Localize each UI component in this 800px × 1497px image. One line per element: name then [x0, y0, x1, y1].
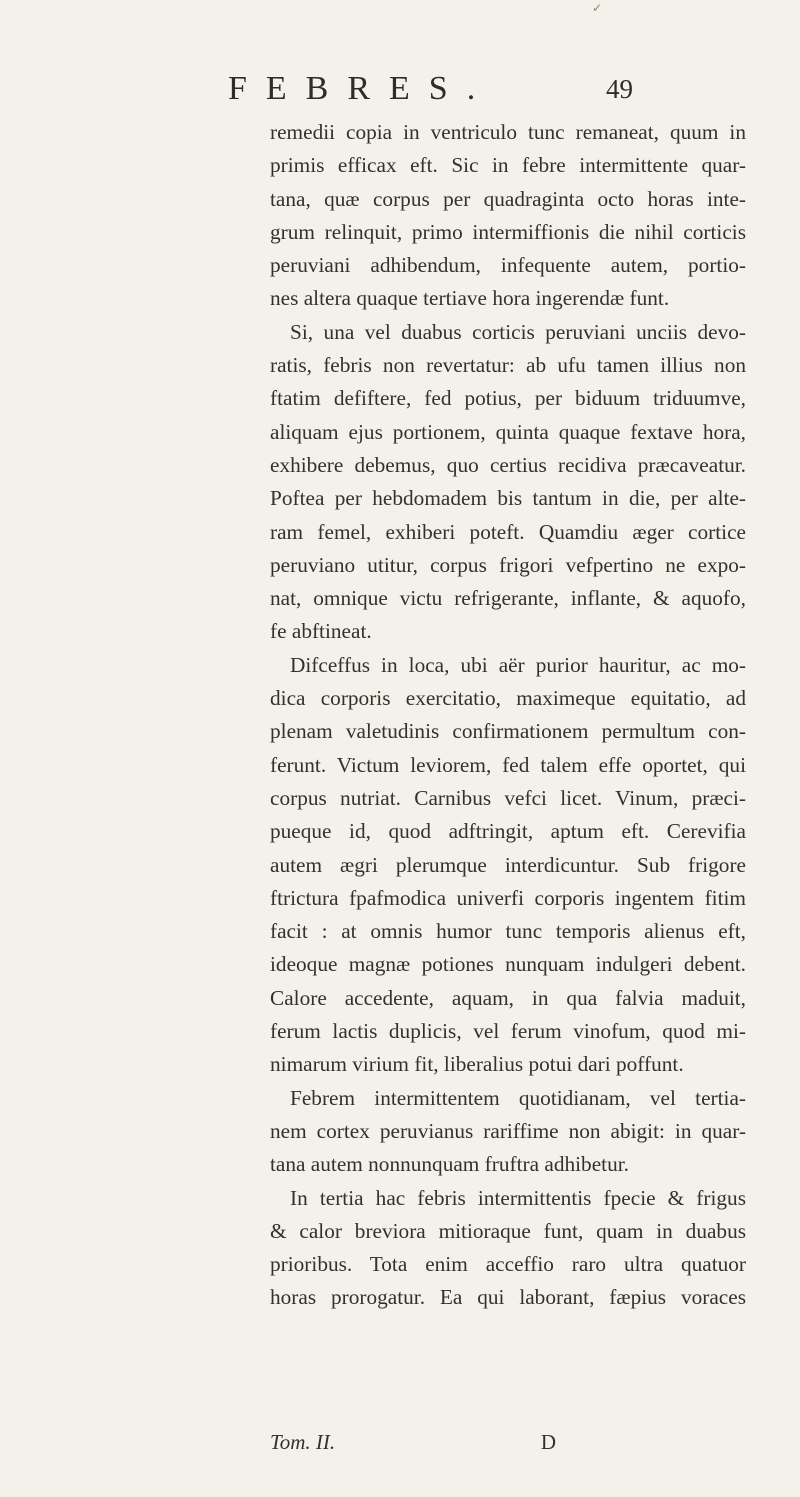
text-line: Calore accedente, aquam, in qua falvia maduit, — [270, 985, 746, 1010]
text-line: nem cortex peruvianus rariffime non abigit: in quar- — [270, 1118, 746, 1143]
text-line: peruviani adhibendum, infequente autem, portio- — [270, 253, 746, 278]
signature-mark: D — [540, 1430, 556, 1454]
text-line: nimarum virium fit, liberalius potui dari poffunt. — [270, 1052, 684, 1077]
page-number: 49 — [606, 74, 633, 104]
text-line: dica corporis exercitatio, maximeque equitatio, ad — [270, 686, 746, 711]
text-line: tana, quæ corpus per quadraginta octo horas inte- — [270, 186, 746, 211]
text-line: Si, una vel duabus corticis peruviani unciis devo- — [290, 319, 746, 344]
text-line: grum relinquit, primo intermiffionis die nihil corticis — [270, 219, 746, 244]
text-line: ftatim defiftere, fed potius, per biduum triduumve, — [270, 386, 746, 411]
text-line: ram femel, exhiberi poteft. Quamdiu æger cortice — [270, 519, 746, 544]
text-line: aliquam ejus portionem, quinta quaque fextave hora, — [270, 419, 746, 444]
text-line: nes altera quaque tertiave hora ingerendæ funt. — [270, 286, 670, 311]
text-line: corpus nutriat. Carnibus vefci licet. Vinum, præci- — [270, 785, 746, 810]
volume-label: Tom. II. — [270, 1430, 336, 1454]
text-line: autem ægri plerumque interdicuntur. Sub frigore — [270, 852, 746, 877]
corner-tick-mark: ✓ — [592, 1, 603, 15]
text-line: primis efficax eft. Sic in febre intermittente quar- — [270, 153, 746, 178]
text-line: fe abftineat. — [270, 619, 372, 644]
text-line: plenam valetudinis confirmationem permultum con- — [270, 719, 746, 744]
text-line: peruviano utitur, corpus frigori vefpertino ne expo- — [270, 552, 746, 577]
running-title: FEBRES. — [228, 70, 495, 107]
text-line: Difceffus in loca, ubi aër purior hauritur, ac mo- — [290, 652, 746, 677]
text-line: pueque id, quod adftringit, aptum eft. Cerevifia — [270, 819, 746, 844]
text-line: remedii copia in ventriculo tunc remaneat, quum in — [270, 120, 746, 144]
text-line: tana autem nonnunquam fruftra adhibetur. — [270, 1152, 629, 1177]
text-line: & calor breviora mitioraque funt, quam in duabus — [270, 1218, 746, 1243]
body-text — [270, 116, 746, 1315]
text-line: Febrem intermittentem quotidianam, vel tertia- — [290, 1085, 746, 1110]
text-line: facit : at omnis humor tunc temporis alienus eft, — [270, 919, 746, 944]
text-line: nat, omnique victu refrigerante, inflante, & aquofo, — [270, 586, 746, 611]
text-line: exhibere debemus, quo certius recidiva præcaveatur. — [270, 452, 746, 477]
text-line: ideoque magnæ potiones nunquam indulgeri debent. — [270, 952, 746, 977]
text-line: In tertia hac febris intermittentis fpecie & frigus — [290, 1185, 746, 1210]
text-line: ferum lactis duplicis, vel ferum vinofum, quod mi- — [270, 1019, 746, 1044]
text-line: Poftea per hebdomadem bis tantum in die, per alte- — [270, 486, 746, 511]
text-line: ratis, febris non revertatur: ab ufu tamen illius non — [270, 353, 746, 378]
text-line: ferunt. Victum leviorem, fed talem effe oportet, qui — [270, 752, 746, 777]
text-line: horas prorogatur. Ea qui laborant, fæpius voraces — [270, 1285, 746, 1310]
text-line: ftrictura fpafmodica univerfi corporis ingentem fitim — [270, 885, 746, 910]
text-line: prioribus. Tota enim acceffio raro ultra quatuor — [270, 1252, 746, 1277]
